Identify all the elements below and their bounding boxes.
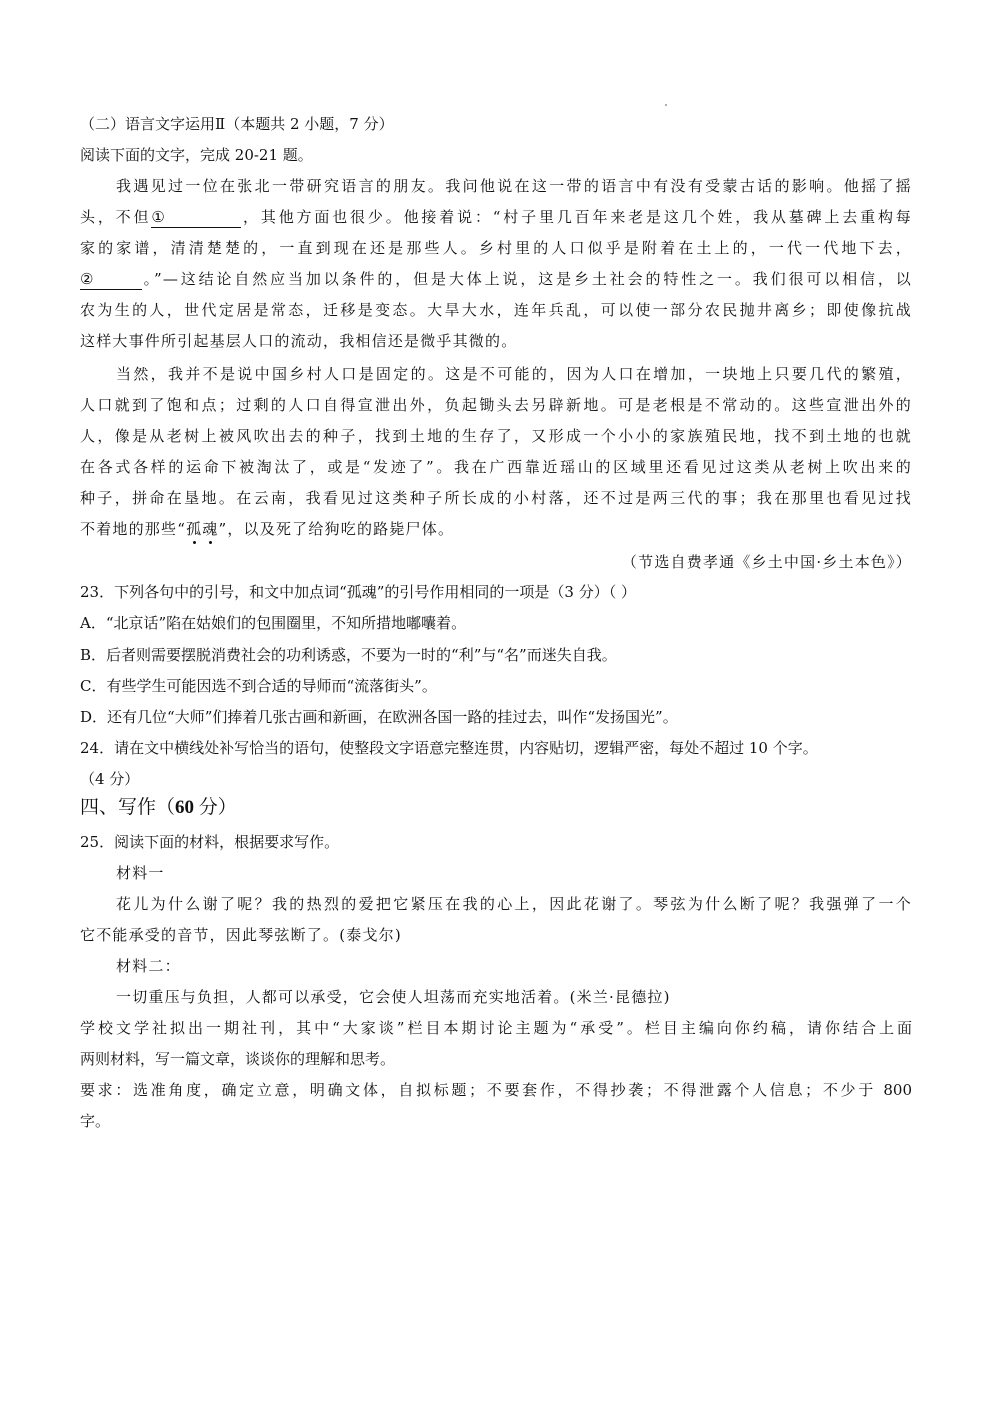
passage-line: 家的家谱，清清楚楚的，一直到现在还是那些人。乡村里的人口似乎是附着在土上的，一代一代地下去， — [80, 239, 912, 257]
scan-speck — [665, 104, 667, 106]
part-four-title: 四、写作（60 分） — [80, 797, 237, 818]
material-one-text: 花儿为什么谢了呢？我的热烈的爱把它紧压在我的心上，因此花谢了。琴弦为什么断了呢？我强弹了一个 — [116, 895, 912, 913]
passage-line: 在各式各样的运命下被淘汰了，或是“发迹了”。我在广西靠近瑶山的区域里还看见过这类从老树上吹出来的 — [80, 458, 912, 476]
writing-requirements: 字。 — [80, 1112, 111, 1130]
passage-line: 农为生的人，世代定居是常态，迁移是变态。大旱大水，连年兵乱，可以使一部分农民抛井离乡；即使像抗战 — [80, 301, 912, 319]
passage-line: 当然，我并不是说中国乡村人口是固定的。这是不可能的，因为人口在增加，一块地上只要几代的繁殖， — [116, 365, 912, 383]
writing-requirements: 要求：选准角度，确定立意，明确文体，自拟标题；不要套作，不得抄袭；不得泄露个人信息；不少于 800 — [80, 1081, 912, 1099]
question-25-stem: 25．阅读下面的材料，根据要求写作。 — [80, 833, 340, 851]
material-one-text: 它不能承受的音节，因此琴弦断了。(泰戈尔) — [80, 926, 402, 944]
passage-line: 头，不但① ，其他方面也很少。他接着说：“村子里几百年来老是这几个姓，我从墓碑上去重构每 — [80, 208, 912, 226]
passage-line: 种子，拼命在垦地。在云南，我看见过这类种子所长成的小村落，还不过是两三代的事；我在那里也看见过找 — [80, 489, 912, 507]
option-b: B．后者则需要摆脱消费社会的功利诱惑，不要为一时的“利”与“名”而迷失自我。 — [80, 646, 617, 664]
passage-source: （节选自费孝通《乡土中国·乡土本色》） — [621, 553, 912, 571]
emphasis-dot-char: 孤 — [186, 520, 203, 538]
option-d: D．还有几位“大师”们捧着几张古画和新画，在欧洲各国一路的挂过去，叫作“发扬国光”。 — [80, 708, 678, 726]
passage-line: 不着地的那些“孤魂”，以及死了给狗吃的路毙尸体。 — [80, 520, 455, 538]
material-two-label: 材料二： — [116, 957, 181, 975]
question-24-points: （4 分） — [80, 770, 140, 788]
section-title: （二）语言文字运用Ⅱ（本题共 2 小题，7 分） — [80, 115, 394, 133]
writing-task: 学校文学社拟出一期社刊，其中“大家谈”栏目本期讨论主题为“承受”。栏目主编向你约稿，请你结合上面 — [80, 1019, 912, 1037]
writing-task: 两则材料，写一篇文章，谈谈你的理解和思考。 — [80, 1050, 396, 1068]
material-one-label: 材料一 — [116, 864, 165, 882]
passage-line: 我遇见过一位在张北一带研究语言的朋友。我问他说在这一带的语言中有没有受蒙古话的影响。他摇了摇 — [116, 177, 912, 195]
question-23-stem: 23．下列各句中的引号，和文中加点词“孤魂”的引号作用相同的一项是（3 分）（ ） — [80, 583, 637, 601]
passage-line: ② 。”—这结论自然应当加以条件的，但是大体上说，这是乡土社会的特性之一。我们很可以相信，以 — [80, 270, 912, 288]
passage-line: 这样大事件所引起基层人口的流动，我相信还是微乎其微的。 — [80, 332, 518, 350]
answer-blank-2: ② — [80, 269, 142, 290]
reading-instruction: 阅读下面的文字，完成 20-21 题。 — [80, 146, 313, 164]
passage-line: 人，像是从老树上被风吹出去的种子，找到土地的生存了，又形成一个小小的家族殖民地，找不到土地的也就 — [80, 427, 912, 445]
option-c: C．有些学生可能因选不到合适的导师而“流落街头”。 — [80, 677, 437, 695]
material-two-text: 一切重压与负担，人都可以承受，它会使人坦荡而充实地活着。(米兰·昆德拉) — [116, 988, 671, 1006]
emphasis-dot-char: 魂 — [202, 520, 219, 538]
option-a: A．“北京话”陷在姑娘们的包围圈里，不知所措地嘟囔着。 — [80, 614, 467, 632]
answer-blank-1: ① — [151, 207, 241, 228]
question-24-stem: 24．请在文中横线处补写恰当的语句，使整段文字语意完整连贯，内容贴切，逻辑严密，每处不超过 10 个字。 — [80, 739, 818, 757]
passage-line: 人口就到了饱和点；过剩的人口自得宣泄出外，负起锄头去另辟新地。可是老根是不常动的。这些宣泄出外的 — [80, 396, 912, 414]
